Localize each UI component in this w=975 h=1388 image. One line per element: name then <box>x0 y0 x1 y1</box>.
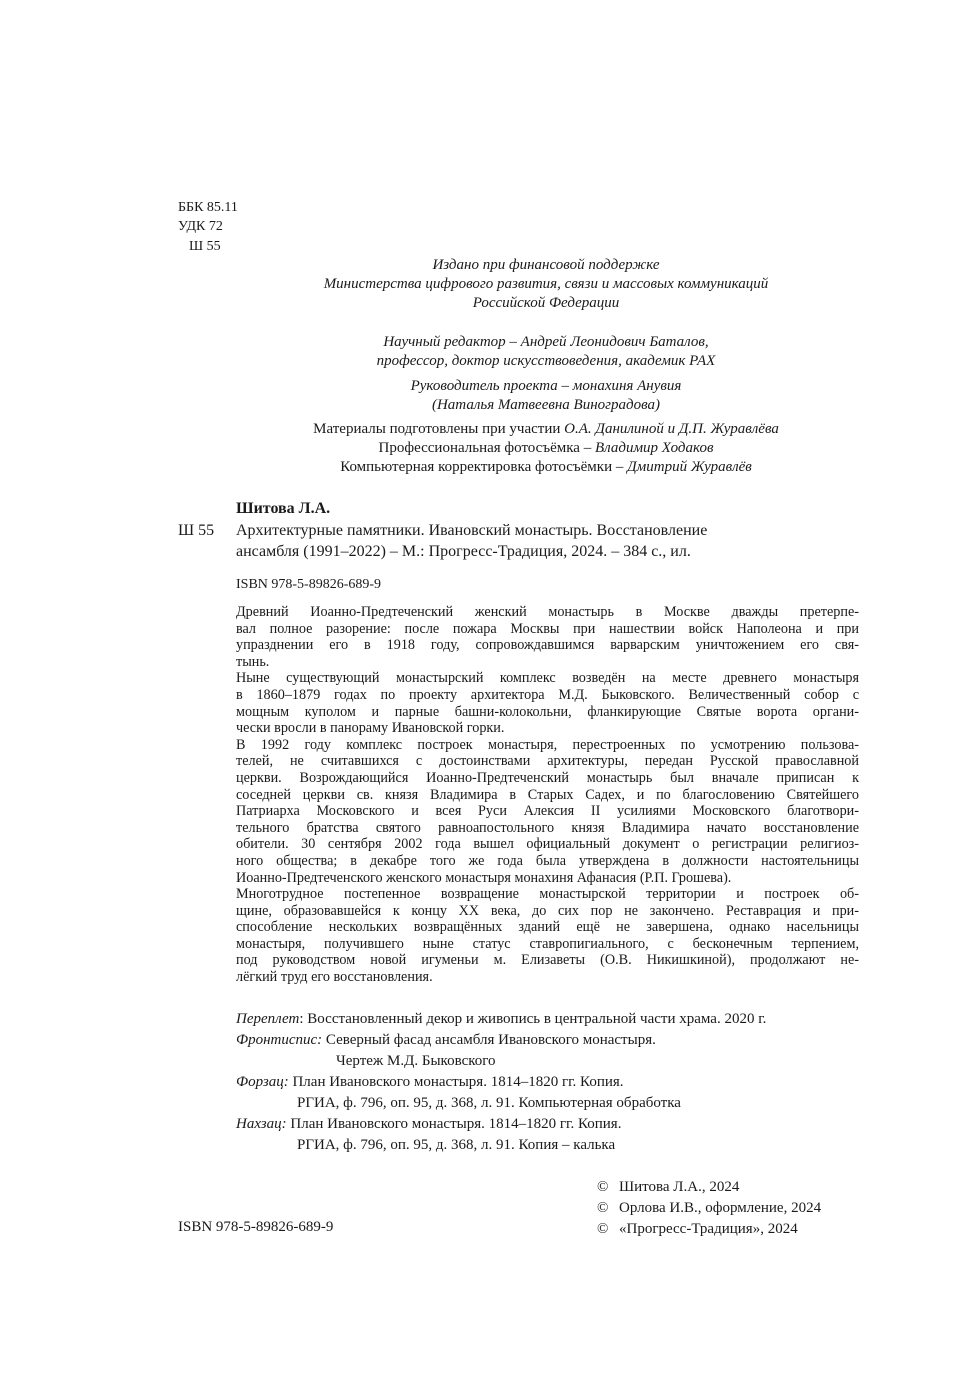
project-lead-line-1: Руководитель проекта – монахиня Анувия <box>410 378 682 394</box>
abstract <box>236 604 859 986</box>
author-mark-top: Ш 55 <box>189 239 221 254</box>
abstract-p4-line: способление нескольких возвращённых зданий ещё не завершена, однако насельницы <box>236 919 859 936</box>
frontispiece-line <box>236 1032 656 1049</box>
binding-label: Переплет <box>236 1011 300 1027</box>
abstract-p1-line: вал полное разорение: после пожара Москвы при нашествии войск Наполеона и при <box>236 620 859 637</box>
copyright-icon: © <box>597 1221 609 1237</box>
correction-name: Дмитрий Журавлёв <box>627 459 752 475</box>
udk-code: УДК 72 <box>178 219 223 234</box>
abstract-p4-line: под руководством новой игуменьи м. Елизаветы (О.В. Никишкиной), продолжают не- <box>236 952 859 969</box>
contributors-block <box>236 420 856 477</box>
materials-names: О.А. Данилиной и Д.П. Журавлёва <box>564 421 779 437</box>
project-lead-line-2: (Наталья Матвеевна Виноградова) <box>431 397 661 413</box>
sponsorship-block <box>236 256 856 313</box>
endpaper-line <box>236 1074 624 1091</box>
abstract-p3-line: тельного братства святого равноапостольного князя Владимира начато восстановление <box>236 819 859 836</box>
abstract-p2-line: в 1860–1879 годах по проекту архитектора М.Д. Быковского. Величественный собор с <box>236 686 859 703</box>
photo-line <box>236 439 856 458</box>
abstract-p4-line: щине, образовавшейся к концу XX века, до сих пор не закончено. Реставрация и при- <box>236 902 859 919</box>
frontispiece-text: Северный фасад ансамбля Ивановского монастыря. <box>322 1032 656 1048</box>
abstract-p3-line: Иоанно-Предтеченского женского монастыря монахиня Афанасия (Р.П. Грошева). <box>236 869 732 886</box>
book-title-line-2: ансамбля (1991–2022) – М.: Прогресс-Традиция, 2024. – 384 с., ил. <box>236 543 691 560</box>
copyright-line-3 <box>597 1219 821 1240</box>
abstract-paragraph-3 <box>236 737 859 886</box>
copyright-icon: © <box>597 1200 609 1216</box>
binding-text: : Восстановленный декор и живопись в центральной части храма. 2020 г. <box>299 1011 767 1027</box>
abstract-p3-line: обители. 30 сентября 2002 года вышел официальный документ о регистрации религиоз- <box>236 836 859 853</box>
photo-name: Владимир Ходаков <box>594 440 714 456</box>
abstract-p3-line: В 1992 году комплекс построек монастыря, перестроенных по усмотрению пользова- <box>236 736 859 753</box>
correction-line <box>236 458 856 477</box>
endpaper-line-2: РГИА, ф. 796, оп. 95, д. 368, л. 91. Компьютерная обработка <box>297 1095 681 1111</box>
sponsorship-line-1: Издано при финансовой поддержке <box>432 257 660 273</box>
endpaper-text: План Ивановского монастыря. 1814–1820 гг. Копия. <box>288 1074 624 1090</box>
copyright-icon: © <box>597 1179 609 1195</box>
correction-prefix: Компьютерная корректировка фотосъёмки – <box>340 459 628 475</box>
abstract-p1-line: упразднении его в 1918 году, сопровождавшимся варварским уничтожением его свя- <box>236 637 859 654</box>
photo-prefix: Профессиональная фотосъёмка – <box>378 440 595 456</box>
abstract-p1-line: Древний Иоанно-Предтеченский женский монастырь в Москве дважды претерпе- <box>236 604 859 620</box>
copyright-text-1: Шитова Л.А., 2024 <box>619 1179 740 1195</box>
frontispiece-line-2: Чертеж М.Д. Быковского <box>336 1053 496 1069</box>
binding-line <box>236 1011 766 1028</box>
book-author: Шитова Л.А. <box>236 500 331 517</box>
abstract-p4-line: лёгкий труд его восстановления. <box>236 969 433 986</box>
materials-line <box>236 420 856 439</box>
abstract-p2-line: мощным куполом и парные башни-колокольни, фланкирующие Святые ворота органи- <box>236 703 859 720</box>
copyright-text-3: «Прогресс-Традиция», 2024 <box>619 1221 798 1237</box>
bbk-code: ББК 85.11 <box>178 200 238 215</box>
sponsorship-line-3: Российской Федерации <box>472 295 620 311</box>
copyright-line-1 <box>597 1177 821 1198</box>
book-mark: Ш 55 <box>178 522 215 539</box>
abstract-p2-line: чески вросли в панораму Ивановской горки. <box>236 720 505 737</box>
abstract-p3-line: ного общества; в декабре того же года была утверждена в должности настоятельницы <box>236 852 859 869</box>
rear-endpaper-line <box>236 1116 621 1133</box>
abstract-p3-line: телей, не считавшихся с достоинствами архитектуры, передан Русской православной <box>236 753 859 770</box>
sponsorship-line-2: Министерства цифрового развития, связи и массовых коммуникаций <box>323 276 769 292</box>
project-lead-block <box>236 377 856 415</box>
abstract-p4-line: Многотрудное постепенное возвращение монастырской территории и построек об- <box>236 886 859 903</box>
abstract-p2-line: Ныне существующий монастырский комплекс возведён на месте древнего монастыря <box>236 670 859 687</box>
endpaper-label: Форзац: <box>236 1074 289 1090</box>
abstract-paragraph-1 <box>236 604 859 670</box>
book-title <box>236 520 796 562</box>
materials-prefix: Материалы подготовлены при участии <box>313 421 565 437</box>
abstract-p3-line: Патриарха Московского и всея Руси Алексия II усилиями Московского благотвори- <box>236 803 859 820</box>
abstract-p3-line: церкви. Возрождающийся Иоанно-Предтеченский монастырь был вначале приписан к <box>236 769 859 786</box>
book-title-line-1: Архитектурные памятники. Ивановский монастырь. Восстановление <box>236 522 708 539</box>
rear-endpaper-line-2: РГИА, ф. 796, оп. 95, д. 368, л. 91. Копия – калька <box>297 1137 616 1153</box>
book-isbn: ISBN 978-5-89826-689-9 <box>236 577 382 592</box>
scientific-editor-line-1: Научный редактор – Андрей Леонидович Баталов, <box>383 334 709 350</box>
copyright-text-2: Орлова И.В., оформление, 2024 <box>619 1200 822 1216</box>
scientific-editor-line-2: профессор, доктор искусствоведения, академик РАХ <box>376 353 716 369</box>
copyright-block <box>597 1177 821 1240</box>
frontispiece-label: Фронтиспис: <box>236 1032 323 1048</box>
footer-isbn: ISBN 978-5-89826-689-9 <box>178 1219 334 1235</box>
abstract-paragraph-2 <box>236 670 859 736</box>
rear-endpaper-text: План Ивановского монастыря. 1814–1820 гг. Копия. <box>286 1116 622 1132</box>
scientific-editor-block <box>236 333 856 371</box>
abstract-p4-line: монастыря, получившего ныне статус ставропигиального, с бесконечным терпением, <box>236 935 859 952</box>
abstract-paragraph-4 <box>236 886 859 986</box>
rear-endpaper-label: Нахзац: <box>236 1116 287 1132</box>
abstract-p1-line: тынь. <box>236 653 270 670</box>
abstract-p3-line: соседней церкви св. князя Владимира в Старых Садех, и по благословению Святейшего <box>236 786 859 803</box>
copyright-line-2 <box>597 1198 821 1219</box>
